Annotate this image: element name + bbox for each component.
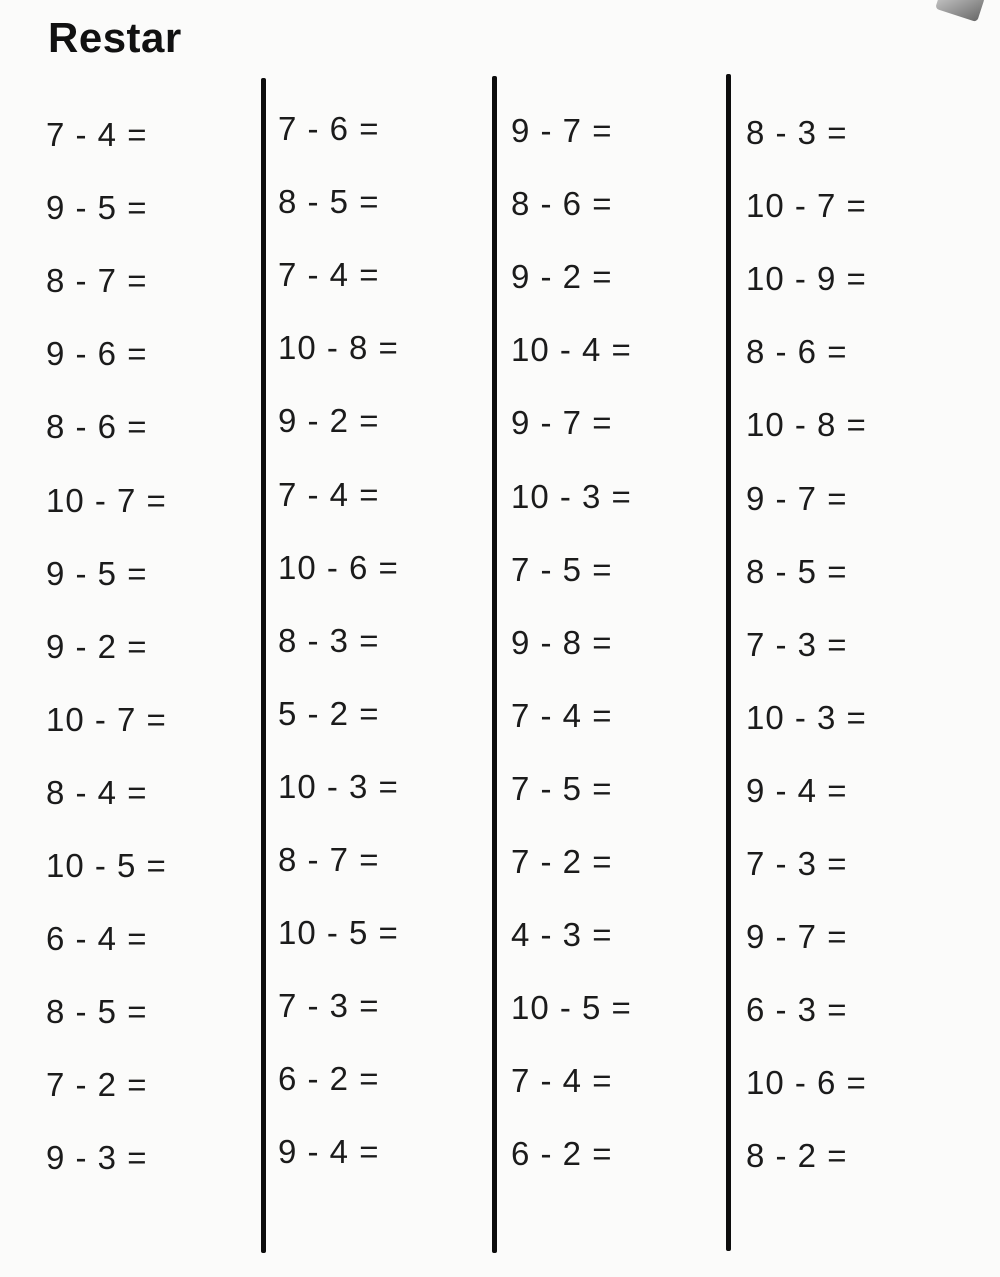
subtraction-problem: 10 - 4 =: [511, 331, 632, 369]
subtraction-problem: 9 - 2 =: [511, 258, 613, 296]
subtraction-problem: 10 - 6 =: [746, 1064, 867, 1102]
subtraction-problem: 9 - 3 =: [46, 1139, 148, 1177]
subtraction-problem: 7 - 4 =: [278, 475, 380, 513]
subtraction-problem: 9 - 2 =: [46, 627, 148, 665]
subtraction-problem: 7 - 2 =: [511, 843, 613, 880]
column-divider: [261, 78, 266, 1253]
subtraction-problem: 9 - 2 =: [278, 402, 380, 440]
subtraction-problem: 9 - 7 =: [746, 479, 848, 517]
subtraction-problem: 8 - 6 =: [746, 333, 848, 371]
subtraction-problem: 6 - 2 =: [511, 1135, 613, 1173]
worksheet-title: Restar: [48, 14, 182, 61]
subtraction-problem: 10 - 5 =: [46, 847, 167, 884]
subtraction-problem: 9 - 8 =: [511, 623, 613, 661]
subtraction-problem: 7 - 3 =: [278, 987, 380, 1025]
subtraction-problem: 10 - 9 =: [746, 260, 867, 298]
subtraction-problem: 6 - 3 =: [746, 991, 848, 1029]
subtraction-problem: 8 - 4 =: [46, 773, 148, 811]
subtraction-problem: 4 - 3 =: [511, 916, 613, 954]
subtraction-problem: 10 - 7 =: [746, 187, 867, 225]
subtraction-problem: 7 - 2 =: [46, 1066, 148, 1104]
subtraction-problem: 7 - 5 =: [511, 769, 613, 807]
subtraction-problem: 9 - 4 =: [746, 771, 848, 809]
subtraction-problem: 8 - 5 =: [746, 552, 848, 590]
subtraction-problem: 10 - 8 =: [278, 329, 399, 367]
subtraction-problem: 9 - 6 =: [46, 335, 148, 373]
subtraction-problem: 9 - 5 =: [46, 554, 148, 592]
subtraction-problem: 8 - 5 =: [278, 183, 380, 221]
subtraction-problem: 10 - 8 =: [746, 406, 867, 444]
column-divider: [492, 76, 497, 1253]
subtraction-problem: 8 - 6 =: [46, 408, 148, 446]
subtraction-problem: 6 - 4 =: [46, 920, 148, 958]
subtraction-problem: 7 - 6 =: [278, 110, 380, 147]
subtraction-problem: 8 - 3 =: [746, 114, 848, 151]
subtraction-problem: 7 - 3 =: [746, 845, 848, 882]
subtraction-problem: 8 - 2 =: [746, 1137, 848, 1175]
subtraction-problem: 9 - 7 =: [511, 112, 613, 149]
subtraction-problem: 9 - 4 =: [278, 1133, 380, 1171]
subtraction-problem: 10 - 3 =: [278, 767, 399, 805]
subtraction-problem: 7 - 4 =: [46, 116, 148, 153]
subtraction-problem: 5 - 2 =: [278, 694, 380, 732]
subtraction-problem: 8 - 6 =: [511, 185, 613, 223]
subtraction-problem: 8 - 3 =: [278, 621, 380, 659]
subtraction-problem: 10 - 3 =: [511, 477, 632, 515]
column-divider: [726, 74, 731, 1251]
subtraction-problem: 9 - 5 =: [46, 189, 148, 227]
subtraction-problem: 9 - 7 =: [746, 918, 848, 956]
subtraction-problem: 10 - 5 =: [278, 914, 399, 952]
subtraction-problem: 7 - 3 =: [746, 625, 848, 663]
subtraction-problem: 9 - 7 =: [511, 404, 613, 442]
subtraction-problem: 8 - 7 =: [278, 841, 380, 878]
subtraction-problem: 7 - 4 =: [278, 256, 380, 294]
subtraction-problem: 7 - 4 =: [511, 696, 613, 734]
subtraction-problem: 10 - 5 =: [511, 989, 632, 1027]
subtraction-problem: 10 - 6 =: [278, 548, 399, 586]
subtraction-problem: 8 - 5 =: [46, 993, 148, 1031]
subtraction-problem: 7 - 5 =: [511, 550, 613, 588]
subtraction-problem: 8 - 7 =: [46, 262, 148, 300]
subtraction-problem: 7 - 4 =: [511, 1062, 613, 1100]
pencil-icon: [935, 0, 985, 22]
subtraction-problem: 10 - 7 =: [46, 481, 167, 519]
subtraction-problem: 6 - 2 =: [278, 1060, 380, 1098]
subtraction-problem: 10 - 3 =: [746, 698, 867, 736]
subtraction-problem: 10 - 7 =: [46, 700, 167, 738]
